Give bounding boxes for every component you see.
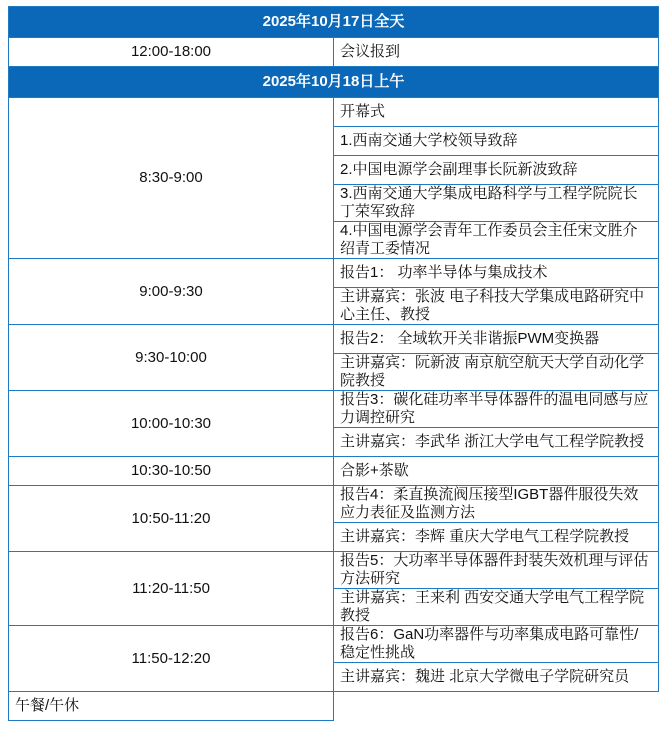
conference-schedule-table [8, 6, 659, 721]
row-content: 报告1： 功率半导体与集成技术 [334, 259, 659, 288]
row-time: 9:00-9:30 [9, 259, 334, 325]
row-content: 主讲嘉宾：王来利 西安交通大学电气工程学院教授 [334, 589, 659, 626]
row-time: 10:00-10:30 [9, 391, 334, 457]
schedule-body [9, 7, 659, 721]
section-header-label: 2025年10月18日上午 [9, 67, 659, 98]
row-content: 主讲嘉宾：李武华 浙江大学电气工程学院教授 [334, 428, 659, 457]
row-content: 报告4：柔直换流阀压接型IGBT器件服役失效应力表征及监测方法 [334, 486, 659, 523]
table-row [9, 38, 659, 67]
row-content: 报告6：GaN功率器件与功率集成电路可靠性/稳定性挑战 [334, 626, 659, 663]
table-row [9, 391, 659, 428]
row-time: 10:50-11:20 [9, 486, 334, 552]
schedule-section-header [9, 67, 659, 98]
row-content: 主讲嘉宾：李辉 重庆大学电气工程学院教授 [334, 523, 659, 552]
table-row [9, 486, 659, 523]
row-content: 4.中国电源学会青年工作委员会主任宋文胜介绍青工委情况 [334, 222, 659, 259]
row-content: 合影+茶歇 [334, 457, 659, 486]
row-content: 2.中国电源学会副理事长阮新波致辞 [334, 156, 659, 185]
table-row [9, 552, 659, 589]
row-content: 报告2： 全域软开关非谐振PWM变换器 [334, 325, 659, 354]
row-time: 8:30-9:00 [9, 98, 334, 259]
row-time: 10:30-10:50 [9, 457, 334, 486]
table-row [9, 259, 659, 288]
row-content: 3.西南交通大学集成电路科学与工程学院院长丁荣军致辞 [334, 185, 659, 222]
section-header-label: 2025年10月17日全天 [9, 7, 659, 38]
row-content: 开幕式 [334, 98, 659, 127]
table-row [9, 692, 659, 721]
row-content: 主讲嘉宾：阮新波 南京航空航天大学自动化学院教授 [334, 354, 659, 391]
row-content: 主讲嘉宾：张波 电子科技大学集成电路研究中心主任、教授 [334, 288, 659, 325]
table-row [9, 98, 659, 127]
row-content: 主讲嘉宾：魏进 北京大学微电子学院研究员 [334, 663, 659, 692]
table-row [9, 457, 659, 486]
table-row [9, 626, 659, 663]
row-time: 11:50-12:20 [9, 626, 334, 692]
row-content: 报告3：碳化硅功率半导体器件的温电同感与应力调控研究 [334, 391, 659, 428]
row-content: 会议报到 [334, 38, 659, 67]
row-content: 报告5：大功率半导体器件封装失效机理与评估方法研究 [334, 552, 659, 589]
schedule-section-header [9, 7, 659, 38]
row-time: 11:20-11:50 [9, 552, 334, 626]
row-time: 9:30-10:00 [9, 325, 334, 391]
row-time: 12:00-18:00 [9, 38, 334, 67]
table-row [9, 325, 659, 354]
row-content: 1.西南交通大学校领导致辞 [334, 127, 659, 156]
row-content: 午餐/午休 [9, 692, 334, 721]
